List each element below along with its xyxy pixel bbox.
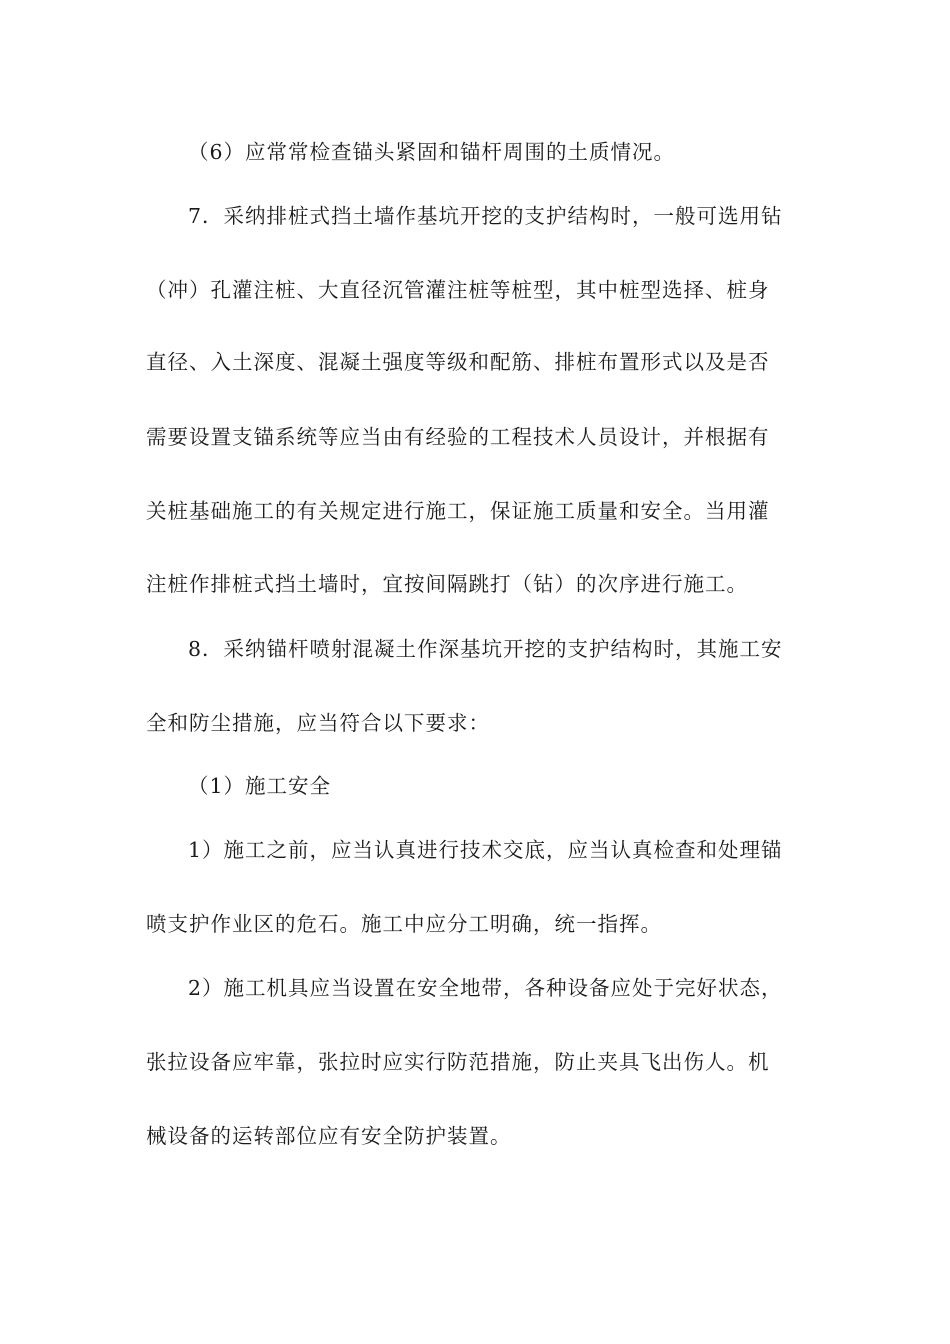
paragraph-line-11: 1）施工之前，应当认真进行技术交底，应当认真检查和处理锚 [188,838,783,862]
paragraph-line-8: 8．采纳锚杆喷射混凝土作深基坑开挖的支护结构时，其施工安 [188,637,783,661]
section-heading-safety: （1）施工安全 [188,774,332,798]
paragraph-line-1: （6）应常常检查锚头紧固和锚杆周围的土质情况。 [188,140,676,164]
paragraph-line-5: 需要设置支锚系统等应当由有经验的工程技术人员设计，并根据有 [146,425,770,449]
paragraph-line-3: （冲）孔灌注桩、大直径沉管灌注桩等桩型，其中桩型选择、桩身 [146,278,770,302]
paragraph-line-9: 全和防尘措施，应当符合以下要求： [146,711,490,735]
paragraph-line-7: 注桩作排桩式挡土墙时，宜按间隔跳打（钻）的次序进行施工。 [146,572,748,596]
paragraph-line-14: 张拉设备应牢靠，张拉时应实行防范措施，防止夹具飞出伤人。机 [146,1050,770,1074]
paragraph-line-6: 关桩基础施工的有关规定进行施工，保证施工质量和安全。当用灌 [146,499,770,523]
paragraph-line-13: 2）施工机具应当设置在安全地带，各种设备应处于完好状态， [188,976,783,1000]
paragraph-line-15: 械设备的运转部位应有安全防护装置。 [146,1124,512,1148]
paragraph-line-12: 喷支护作业区的危石。施工中应分工明确，统一指挥。 [146,912,662,936]
paragraph-line-2: 7．采纳排桩式挡土墙作基坑开挖的支护结构时，一般可选用钻 [188,204,783,228]
paragraph-line-4: 直径、入土深度、混凝土强度等级和配筋、排桩布置形式以及是否 [146,350,770,374]
